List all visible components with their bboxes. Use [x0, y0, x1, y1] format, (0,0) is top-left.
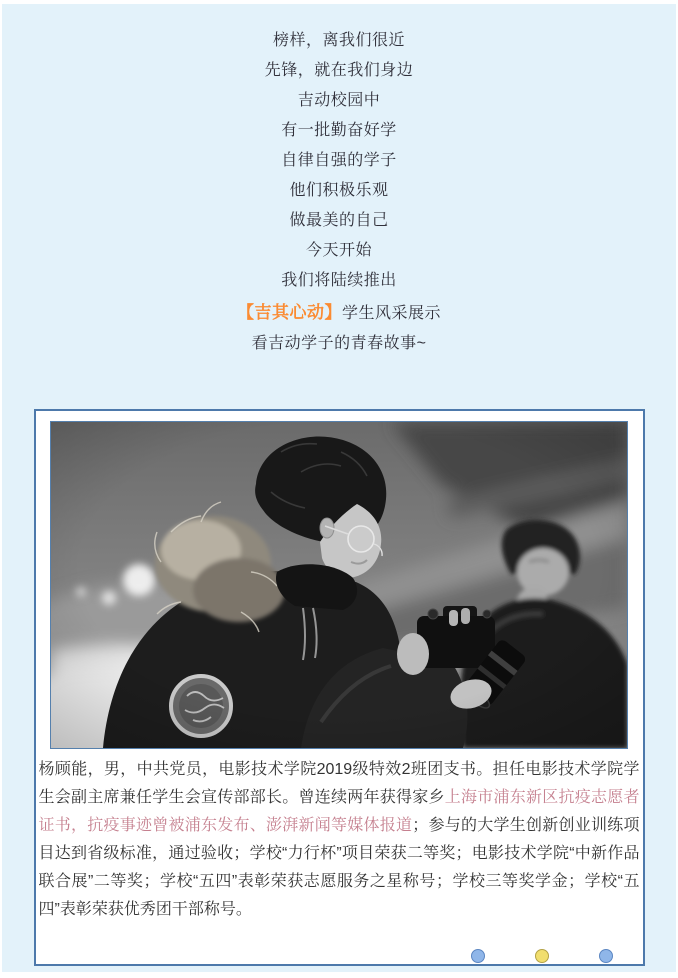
intro-line: 自律自强的学子: [281, 152, 397, 169]
intro-section: [2, 4, 676, 359]
bio-text: 杨顾能，男，中共党员，电影技术学院2019级特效2班团支书。担任电影技术学院学生会副主席兼任学生会宣传部部长。曾连续两年获得家乡: [38, 761, 640, 806]
intro-line: 榜样，离我们很近: [272, 32, 405, 49]
student-photo[interactable]: [50, 421, 628, 749]
intro-line: 有一批勤奋好学: [281, 122, 397, 139]
intro-line: 做最美的自己: [289, 212, 389, 229]
intro-line: 今天开始: [305, 242, 372, 259]
article-page: [2, 4, 676, 972]
student-bio: [37, 756, 642, 924]
intro-line: 先锋，就在我们身边: [264, 62, 414, 79]
series-tag: 【吉其心动】: [236, 303, 342, 322]
series-title-line: [2, 296, 676, 329]
intro-tagline: 看吉动学子的青春故事~: [251, 335, 427, 352]
intro-line: 吉动校园中: [297, 92, 381, 109]
bio-link-text[interactable]: 上海市浦东新区抗疫志愿者证书，抗疫事迹曾被浦东发布、澎湃新闻等媒体报道: [38, 789, 640, 834]
profile-card: [34, 409, 645, 966]
intro-line: 他们积极乐观: [289, 182, 389, 199]
bio-text: ；参与的大学生创新创业训练项目达到省级标准，通过验收；学校“力行杯”项目荣获二等奖；电影技术学院“中新作品联合展”二等奖；学校“五四”表彰荣获志愿服务之星称号；学校三等奖学金；学校“五四”表彰荣获优秀团干部称号。: [38, 817, 640, 918]
series-subtitle: 学生风采展示: [341, 305, 441, 322]
carousel-pagination: [36, 949, 643, 963]
pagination-dot[interactable]: [599, 949, 613, 963]
pagination-dot[interactable]: [471, 949, 485, 963]
intro-line: 我们将陆续推出: [281, 272, 397, 289]
pagination-dot-active[interactable]: [535, 949, 549, 963]
student-photo-illustration: [51, 422, 627, 748]
